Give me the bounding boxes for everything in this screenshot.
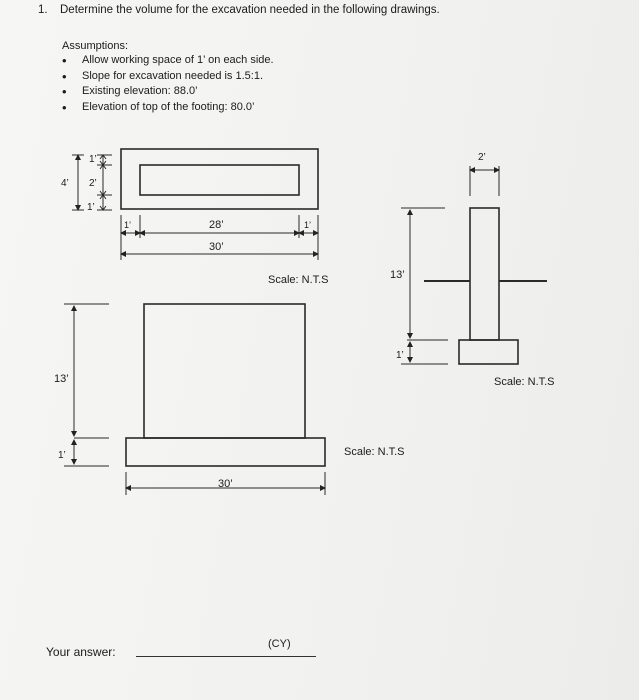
answer-unit: (CY) [268, 638, 291, 650]
section-dim-2: 2’ [478, 152, 486, 163]
plan-scale-label: Scale: N.T.S [268, 274, 329, 286]
wall-section [470, 208, 499, 340]
footing-outline [121, 149, 318, 209]
question-number: 1. [38, 4, 48, 16]
elevation-dim-13: 13’ [54, 373, 69, 385]
assumption-item: • Allow working space of 1’ on each side. [62, 54, 274, 70]
elevation-dim-30: 30’ [218, 478, 233, 490]
elevation-dim-1: 1’ [58, 450, 66, 461]
answer-input-line[interactable] [136, 656, 316, 657]
plan-dim-4: 4’ [61, 178, 69, 189]
elevation-scale-label: Scale: N.T.S [344, 446, 405, 458]
elevation-view [64, 304, 325, 495]
wall-elevation [144, 304, 305, 438]
plan-dim-30: 30’ [209, 241, 224, 253]
answer-label: Your answer: [46, 645, 116, 659]
plan-dim-1d: 1’ [304, 220, 312, 230]
section-dim-13: 13’ [390, 269, 405, 281]
plan-dim-1c: 1’ [124, 220, 132, 230]
plan-view [72, 149, 318, 260]
footing-section [459, 340, 518, 364]
assumption-item: • Elevation of top of the footing: 80.0’ [62, 101, 274, 117]
plan-dim-2: 2’ [89, 178, 97, 189]
wall-outline [140, 165, 299, 195]
section-scale-label: Scale: N.T.S [494, 376, 555, 388]
plan-dim-1b: 1’ [87, 202, 95, 213]
assumption-item: • Slope for excavation needed is 1.5:1. [62, 70, 274, 86]
section-dim-1: 1’ [396, 350, 404, 361]
question-text: Determine the volume for the excavation needed in the following drawings. [60, 4, 440, 16]
footing-elevation [126, 438, 325, 466]
plan-dim-28: 28’ [209, 219, 224, 231]
assumption-item: • Existing elevation: 88.0’ [62, 85, 274, 101]
section-view [401, 166, 547, 364]
plan-dim-1a: 1’ [89, 154, 97, 165]
assumptions-title: Assumptions: [62, 40, 129, 52]
